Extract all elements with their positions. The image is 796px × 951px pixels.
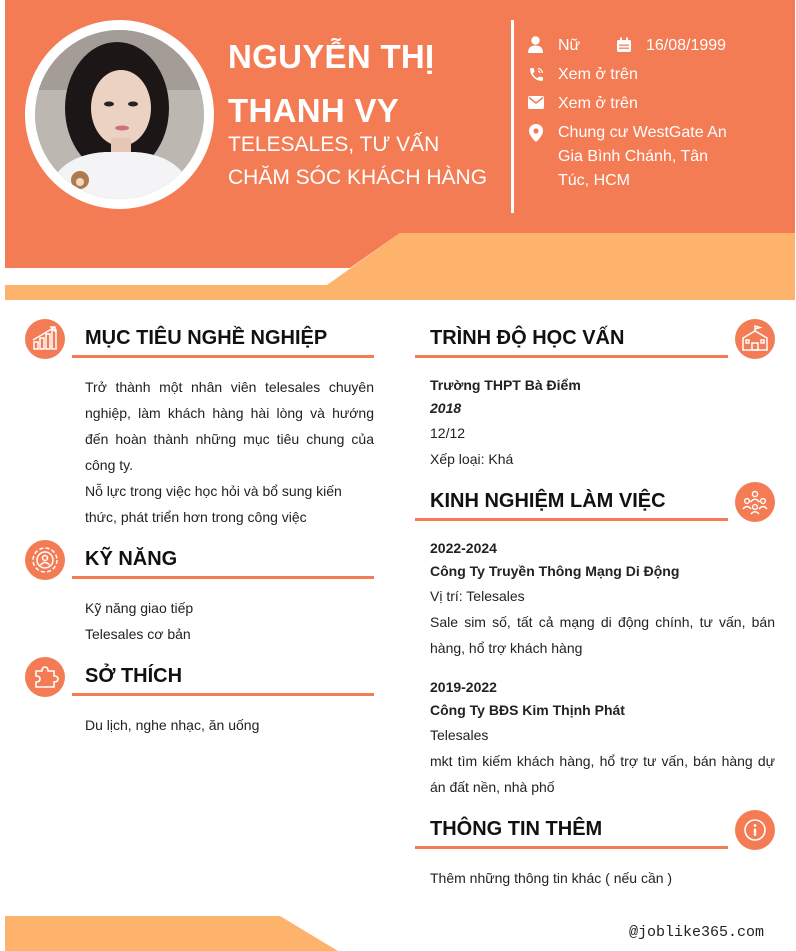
experience-heading: KINH NGHIỆM LÀM VIỆC <box>430 490 666 512</box>
extra-info-text: Thêm những thông tin khác ( nếu cần ) <box>430 870 673 886</box>
growth-chart-icon <box>25 319 65 359</box>
watermark: @joblike365.com <box>628 924 764 941</box>
skills-underline <box>72 576 374 579</box>
info-icon <box>735 810 775 850</box>
hobbies-underline <box>72 693 374 696</box>
avatar <box>35 30 204 199</box>
calendar-icon <box>616 37 632 58</box>
job-company: Công Ty BĐS Kim Thịnh Phát <box>430 702 625 718</box>
job-title-line-2: CHĂM SÓC KHÁCH HÀNG <box>228 166 488 189</box>
job-period: 2019-2022 <box>430 679 497 695</box>
header-divider <box>511 20 514 213</box>
phone-icon <box>528 66 545 88</box>
job-description: Sale sim số, tất cả mạng di động chính, tư vấn, bán hàng, hổ trợ khách hàng <box>430 614 775 656</box>
extra-info-underline <box>415 846 728 849</box>
job-position: Telesales <box>430 727 489 743</box>
email-icon <box>528 96 544 114</box>
birthday-text: 16/08/1999 <box>646 37 727 54</box>
graduation-year: 2018 <box>430 400 462 416</box>
extra-info-heading: THÔNG TIN THÊM <box>430 818 603 840</box>
job-title-line-1: TELESALES, TƯ VẤN <box>228 133 440 156</box>
hobbies-text: Du lịch, nghe nhạc, ăn uống <box>85 717 260 733</box>
education-underline <box>415 355 728 358</box>
objective-paragraph-2: Nỗ lực trong việc học hỏi và bổ sung kiến thức, phát triển hơn trong công việc <box>85 483 342 525</box>
candidate-name <box>228 30 498 138</box>
objective-paragraph-1: Trở thành một nhân viên telesales chuyên nghiệp, làm khách hàng hài lòng và hướng đến hoàn thành những mục tiêu chung của công ty. <box>85 379 374 473</box>
skills-heading: KỸ NĂNG <box>85 548 178 570</box>
academic-rank: Xếp loại: Khá <box>430 451 514 467</box>
school-grade: 12/12 <box>430 425 466 441</box>
objective-underline <box>72 355 374 358</box>
job-company: Công Ty Truyền Thông Mạng Di Động <box>430 563 680 579</box>
address-text: Chung cư WestGate An Gia Bình Chánh, Tân Túc, HCM <box>558 124 727 189</box>
experience-underline <box>415 518 728 521</box>
skill-item: Telesales cơ bản <box>85 626 191 642</box>
job-position: Vị trí: Telesales <box>430 588 525 604</box>
name-line-1: NGUYỄN THỊ <box>228 38 435 75</box>
footer-accent-shape <box>5 916 345 951</box>
objective-heading: MỤC TIÊU NGHỀ NGHIỆP <box>85 327 328 349</box>
team-people-icon <box>735 482 775 522</box>
skill-item: Kỹ năng giao tiếp <box>85 600 194 616</box>
job-description: mkt tìm kiếm khách hàng, hổ trợ tư vấn, bán hàng dự án đất nền, nhà phố <box>430 753 775 795</box>
job-title <box>228 128 503 194</box>
puzzle-icon <box>25 657 65 697</box>
name-line-2: THANH VY <box>228 92 400 129</box>
phone-text: Xem ở trên <box>558 66 638 83</box>
education-heading: TRÌNH ĐỘ HỌC VẤN <box>430 327 625 349</box>
hobbies-heading: SỞ THÍCH <box>85 665 183 687</box>
gear-icon <box>25 540 65 580</box>
email-text: Xem ở trên <box>558 95 638 112</box>
gender-text: Nữ <box>558 37 581 54</box>
person-icon <box>528 36 543 58</box>
location-pin-icon <box>529 124 543 147</box>
school-building-icon <box>735 319 775 359</box>
school-name: Trường THPT Bà Điểm <box>430 377 581 393</box>
job-period: 2022-2024 <box>430 540 497 556</box>
